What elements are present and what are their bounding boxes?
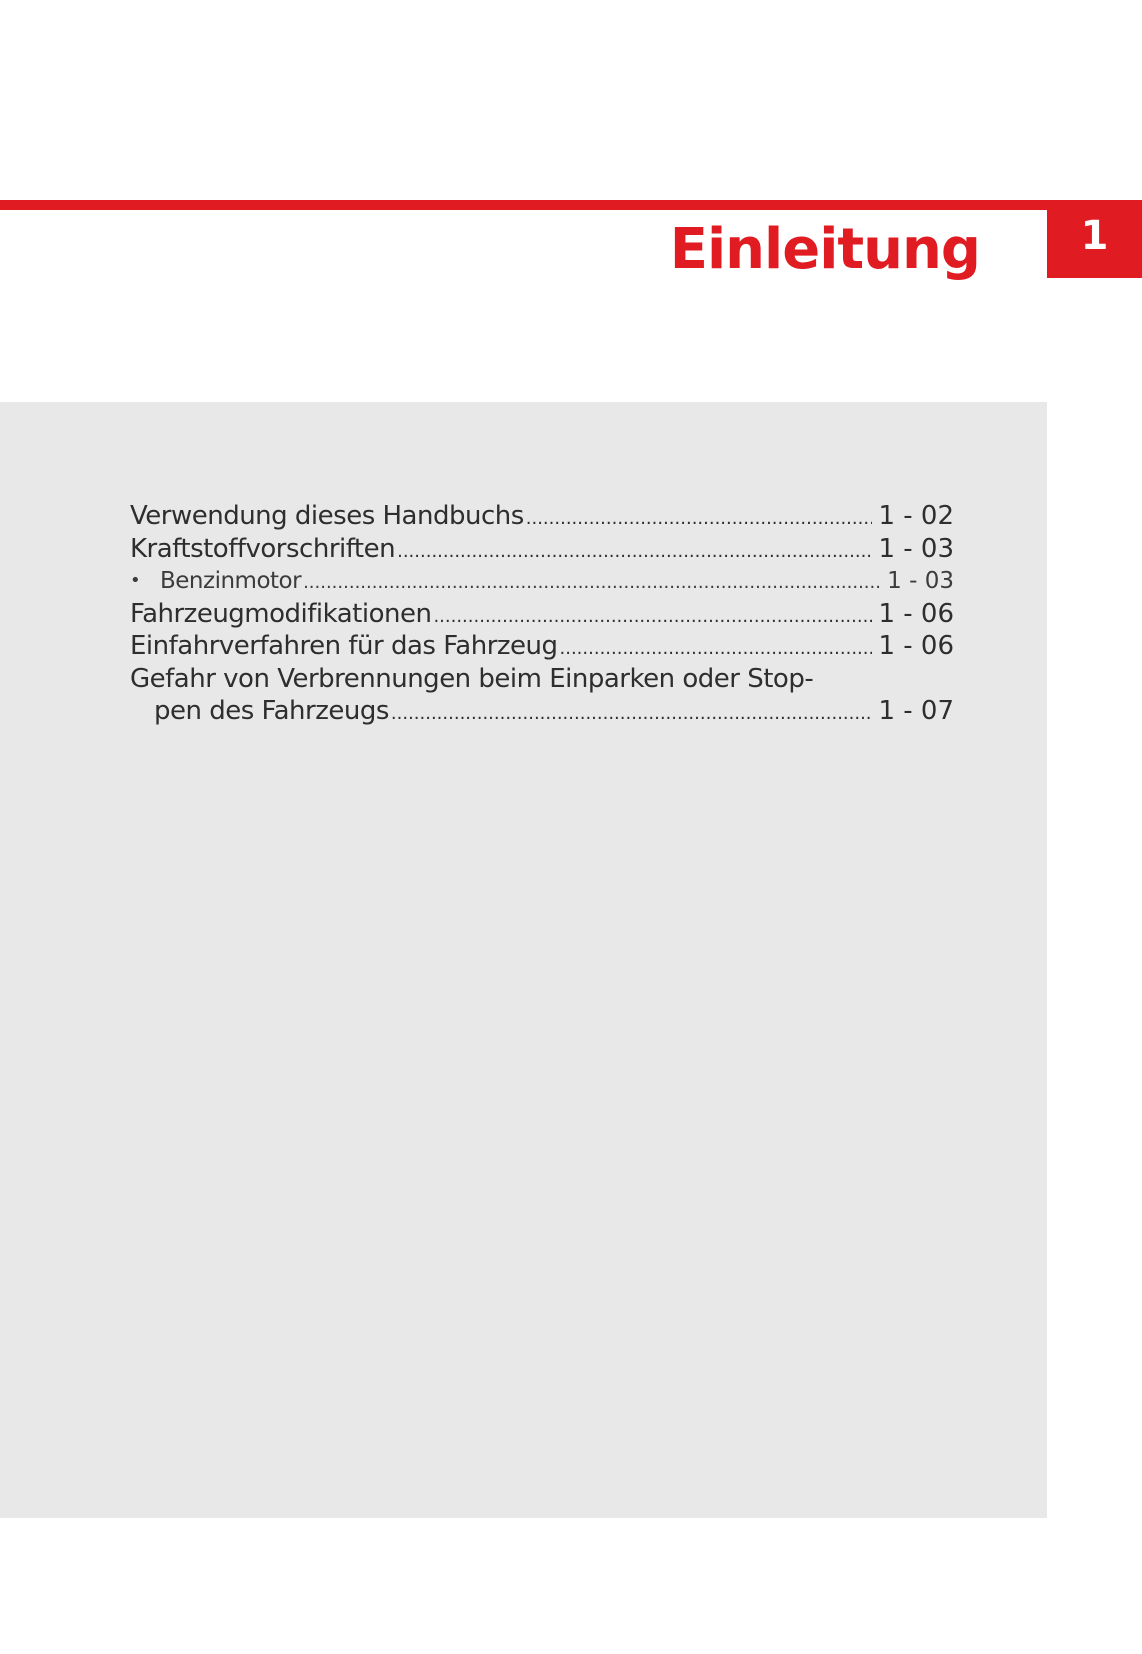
toc-entry-gefahr-line1[interactable] xyxy=(130,663,954,696)
toc-entry-page: 1 - 06 xyxy=(878,598,954,629)
toc-entry-label xyxy=(130,565,301,598)
bullet-icon: • xyxy=(130,570,141,591)
toc-entry-label: pen des Fahrzeugs xyxy=(154,696,389,726)
toc-leader-dots xyxy=(433,601,872,634)
toc-entry-label: Kraftstoffvorschriften xyxy=(130,533,396,564)
toc-subentry-text: Benzinmotor xyxy=(160,568,302,594)
chapter-number: 1 xyxy=(1080,213,1109,259)
toc-entry-fahrzeugmodifikationen[interactable] xyxy=(130,598,954,631)
chapter-number-tab xyxy=(1047,200,1142,278)
table-of-contents xyxy=(130,500,954,728)
toc-entry-label: Einfahrverfahren für das Fahrzeug xyxy=(130,631,558,661)
toc-entry-verwendung[interactable] xyxy=(130,500,954,533)
toc-entry-label: Gefahr von Verbrennungen beim Einparken oder Stop- xyxy=(130,663,814,694)
toc-leader-dots xyxy=(391,698,873,731)
toc-entry-einfahrverfahren[interactable] xyxy=(130,630,954,663)
toc-entry-page: 1 - 02 xyxy=(878,501,954,531)
chapter-title: Einleitung xyxy=(669,217,980,282)
toc-entry-page: 1 - 07 xyxy=(878,696,954,726)
toc-entry-gefahr-line2[interactable] xyxy=(130,695,954,728)
toc-leader-dots xyxy=(526,503,873,536)
toc-leader-dots xyxy=(397,536,872,569)
toc-entry-page: 1 - 03 xyxy=(878,533,954,564)
toc-entry-kraftstoffvorschriften[interactable] xyxy=(130,533,954,566)
toc-entry-label: Verwendung dieses Handbuchs xyxy=(130,501,524,531)
toc-entry-page: 1 - 06 xyxy=(878,631,954,661)
header-red-rule xyxy=(0,200,1047,210)
toc-subentry-benzinmotor[interactable] xyxy=(130,565,954,598)
toc-leader-dots xyxy=(560,633,873,666)
toc-entry-label: Fahrzeugmodifikationen xyxy=(130,598,432,629)
toc-leader-dots xyxy=(303,567,881,600)
toc-entry-page: 1 - 03 xyxy=(887,568,954,594)
